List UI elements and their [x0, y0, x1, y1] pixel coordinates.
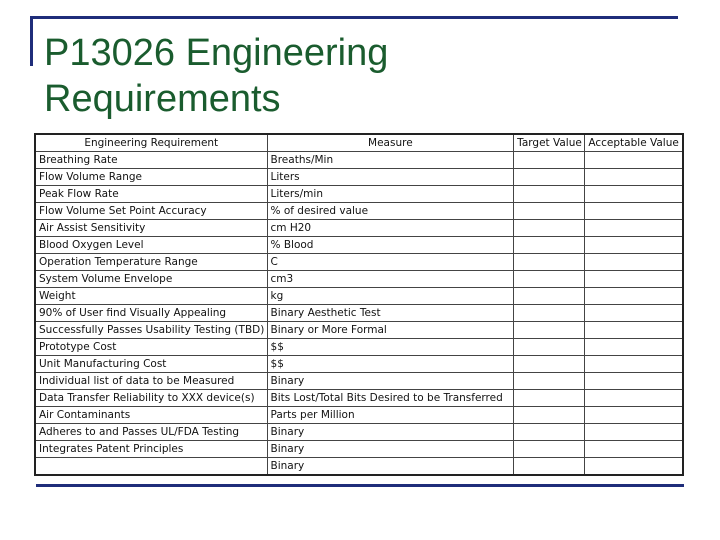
cell-requirement: Weight: [35, 288, 267, 305]
cell-requirement: Operation Temperature Range: [35, 254, 267, 271]
cell-acceptable-value: [585, 441, 683, 458]
cell-acceptable-value: [585, 186, 683, 203]
cell-requirement: Flow Volume Set Point Accuracy: [35, 203, 267, 220]
cell-target-value: [514, 271, 585, 288]
cell-requirement: Prototype Cost: [35, 339, 267, 356]
cell-target-value: [514, 203, 585, 220]
cell-requirement: Data Transfer Reliability to XXX device(s): [35, 390, 267, 407]
cell-acceptable-value: [585, 458, 683, 476]
cell-acceptable-value: [585, 169, 683, 186]
title-line-2: Requirements: [44, 78, 281, 120]
cell-measure: Binary: [267, 458, 514, 476]
table-row: [35, 441, 683, 458]
cell-acceptable-value: [585, 356, 683, 373]
cell-target-value: [514, 373, 585, 390]
cell-requirement: System Volume Envelope: [35, 271, 267, 288]
cell-requirement: Peak Flow Rate: [35, 186, 267, 203]
cell-target-value: [514, 356, 585, 373]
cell-requirement: 90% of User find Visually Appealing: [35, 305, 267, 322]
table-row: [35, 322, 683, 339]
cell-requirement: Unit Manufacturing Cost: [35, 356, 267, 373]
table-body: [35, 152, 683, 476]
cell-acceptable-value: [585, 339, 683, 356]
cell-target-value: [514, 390, 585, 407]
table-row: [35, 271, 683, 288]
header-acceptable-value: Acceptable Value: [585, 134, 683, 152]
cell-requirement: Integrates Patent Principles: [35, 441, 267, 458]
cell-requirement: Successfully Passes Usability Testing (TBD): [35, 322, 267, 339]
cell-measure: % Blood: [267, 237, 514, 254]
cell-target-value: [514, 441, 585, 458]
cell-measure: % of desired value: [267, 203, 514, 220]
page-title: [44, 30, 644, 122]
cell-requirement: Blood Oxygen Level: [35, 237, 267, 254]
cell-requirement: Breathing Rate: [35, 152, 267, 169]
cell-target-value: [514, 424, 585, 441]
table-row: [35, 407, 683, 424]
table-row: [35, 169, 683, 186]
cell-target-value: [514, 322, 585, 339]
table-row: [35, 424, 683, 441]
cell-measure: Breaths/Min: [267, 152, 514, 169]
cell-acceptable-value: [585, 237, 683, 254]
cell-acceptable-value: [585, 220, 683, 237]
requirements-table-container: [34, 133, 684, 476]
cell-target-value: [514, 458, 585, 476]
cell-measure: Parts per Million: [267, 407, 514, 424]
table-row: [35, 373, 683, 390]
cell-target-value: [514, 152, 585, 169]
cell-acceptable-value: [585, 254, 683, 271]
cell-acceptable-value: [585, 424, 683, 441]
cell-measure: Liters: [267, 169, 514, 186]
requirements-table: [34, 133, 684, 476]
cell-measure: Binary: [267, 441, 514, 458]
bottom-accent-rule: [36, 484, 684, 487]
cell-target-value: [514, 220, 585, 237]
table-row: [35, 288, 683, 305]
table-row: [35, 254, 683, 271]
table-row: [35, 458, 683, 476]
table-row: [35, 339, 683, 356]
cell-target-value: [514, 288, 585, 305]
cell-measure: C: [267, 254, 514, 271]
cell-acceptable-value: [585, 305, 683, 322]
title-line-1: P13026 Engineering: [44, 32, 389, 74]
cell-requirement: Air Assist Sensitivity: [35, 220, 267, 237]
cell-measure: Binary: [267, 424, 514, 441]
table-row: [35, 390, 683, 407]
top-accent-rule: [30, 16, 678, 19]
cell-requirement: Flow Volume Range: [35, 169, 267, 186]
cell-acceptable-value: [585, 152, 683, 169]
header-measure: Measure: [267, 134, 514, 152]
cell-measure: Binary: [267, 373, 514, 390]
cell-target-value: [514, 407, 585, 424]
cell-target-value: [514, 186, 585, 203]
table-row: [35, 152, 683, 169]
cell-acceptable-value: [585, 203, 683, 220]
cell-acceptable-value: [585, 322, 683, 339]
cell-measure: cm3: [267, 271, 514, 288]
cell-acceptable-value: [585, 288, 683, 305]
table-row: [35, 220, 683, 237]
table-row: [35, 356, 683, 373]
cell-measure: Binary or More Formal: [267, 322, 514, 339]
cell-acceptable-value: [585, 390, 683, 407]
cell-measure: kg: [267, 288, 514, 305]
cell-requirement: Air Contaminants: [35, 407, 267, 424]
cell-measure: $$: [267, 356, 514, 373]
cell-requirement: Individual list of data to be Measured: [35, 373, 267, 390]
cell-target-value: [514, 305, 585, 322]
cell-measure: cm H20: [267, 220, 514, 237]
header-target-value: Target Value: [514, 134, 585, 152]
table-header-row: [35, 134, 683, 152]
cell-target-value: [514, 169, 585, 186]
cell-target-value: [514, 237, 585, 254]
cell-measure: $$: [267, 339, 514, 356]
cell-measure: Bits Lost/Total Bits Desired to be Transferred: [267, 390, 514, 407]
table-row: [35, 305, 683, 322]
table-row: [35, 237, 683, 254]
left-accent-rule: [30, 16, 33, 66]
table-row: [35, 203, 683, 220]
cell-acceptable-value: [585, 407, 683, 424]
cell-measure: Liters/min: [267, 186, 514, 203]
cell-target-value: [514, 339, 585, 356]
cell-requirement: [35, 458, 267, 476]
cell-requirement: Adheres to and Passes UL/FDA Testing: [35, 424, 267, 441]
cell-acceptable-value: [585, 271, 683, 288]
header-requirement: Engineering Requirement: [35, 134, 267, 152]
table-row: [35, 186, 683, 203]
cell-target-value: [514, 254, 585, 271]
cell-acceptable-value: [585, 373, 683, 390]
cell-measure: Binary Aesthetic Test: [267, 305, 514, 322]
